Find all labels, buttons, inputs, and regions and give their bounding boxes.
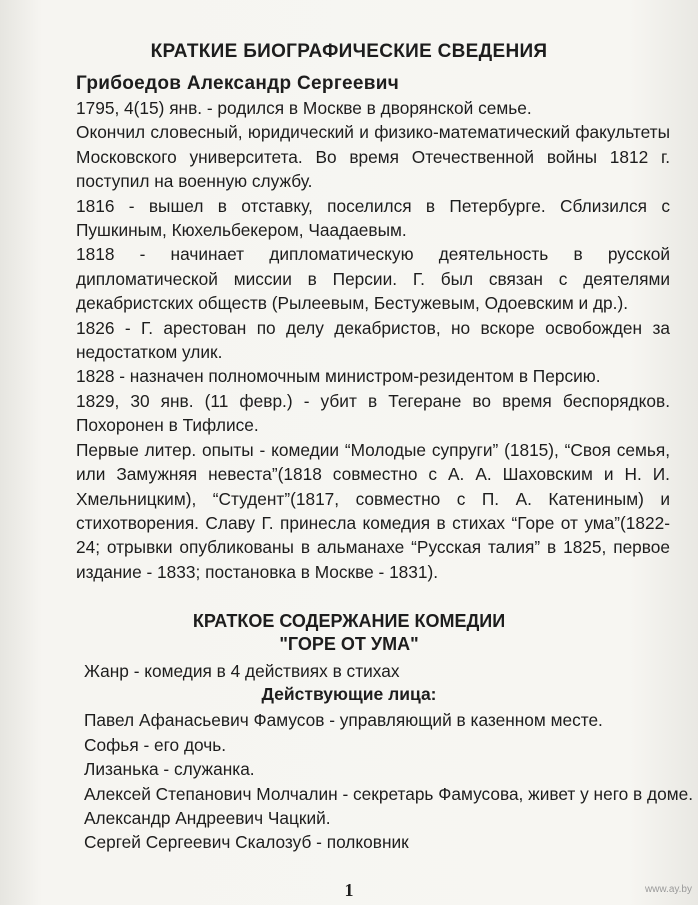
bio-paragraph: 1818 - начинает дипломатическую деятельность в русской дипломатической миссии в Персии. Г. был связан с деятелями декабристских обществ (Рылеевым, Бестужевым, Одоевским и др.). — [76, 244, 670, 314]
character-line: Павел Афанасьевич Фамусов - управляющий в казенном месте. — [84, 710, 603, 730]
bio-paragraph: 1816 - вышел в отставку, поселился в Петербурге. Сблизился с Пушкиным, Кюхельбекером, Чаадаевым. — [76, 195, 670, 241]
character-line: Лизанька - служанка. — [84, 759, 255, 779]
author-name: Грибоедов Александр Сергеевич — [76, 73, 400, 94]
genre-line: Жанр - комедия в 4 действиях в стихах — [84, 661, 400, 681]
characters-heading: Действующие лица: — [261, 684, 437, 704]
bio-paragraph: Первые литер. опыты - комедии “Молодые супруги” (1815), “Своя семья, или Замужняя невеста”(1818 совместно с А. А. Шаховским и Н. И. Хмельницким), “Студент”(1817, совместно с П. А. Катениным) и стихотворения. Славу Г. принесла комедия в стихах “Горе от ума”(1822-24; отрывки опубликованы в альманахе “Русская талия” в 1825, первое издание - 1833; постановка в Москве - 1831). — [76, 439, 670, 582]
character-line: Алексей Степанович Молчалин - секретарь Фамусова, живет у него в доме. — [84, 784, 694, 804]
bio-text — [76, 96, 670, 584]
bio-paragraph: Окончил словесный, юридический и физико-математический факультеты Московского университета. Во время Отечественной войны 1812 г. поступил на военную службу. — [76, 122, 670, 192]
watermark: www.ay.by — [644, 884, 692, 895]
character-line: Александр Андреевич Чацкий. — [84, 808, 331, 828]
bio-section-title: КРАТКИЕ БИОГРАФИЧЕСКИЕ СВЕДЕНИЯ — [150, 41, 548, 62]
character-line: Софья - его дочь. — [84, 735, 227, 755]
summary-title-line2: "ГОРЕ ОТ УМА" — [279, 634, 419, 654]
character-line: Сергей Сергеевич Скалозуб - полковник — [84, 832, 409, 852]
bio-paragraph: 1829, 30 янв. (11 февр.) - убит в Тегеране во время беспорядков. Похоронен в Тифлисе. — [76, 390, 670, 436]
bio-paragraph: 1828 - назначен полномочным министром-резидентом в Персию. — [76, 366, 601, 387]
bio-paragraph: 1795, 4(15) янв. - родился в Москве в дворянской семье. — [76, 98, 532, 118]
summary-title-line1: КРАТКОЕ СОДЕРЖАНИЕ КОМЕДИИ — [192, 611, 506, 631]
bio-paragraph: 1826 - Г. арестован по делу декабристов, но вскоре освобожден за недостатком улик. — [76, 317, 670, 363]
page-number: 1 — [344, 880, 354, 900]
